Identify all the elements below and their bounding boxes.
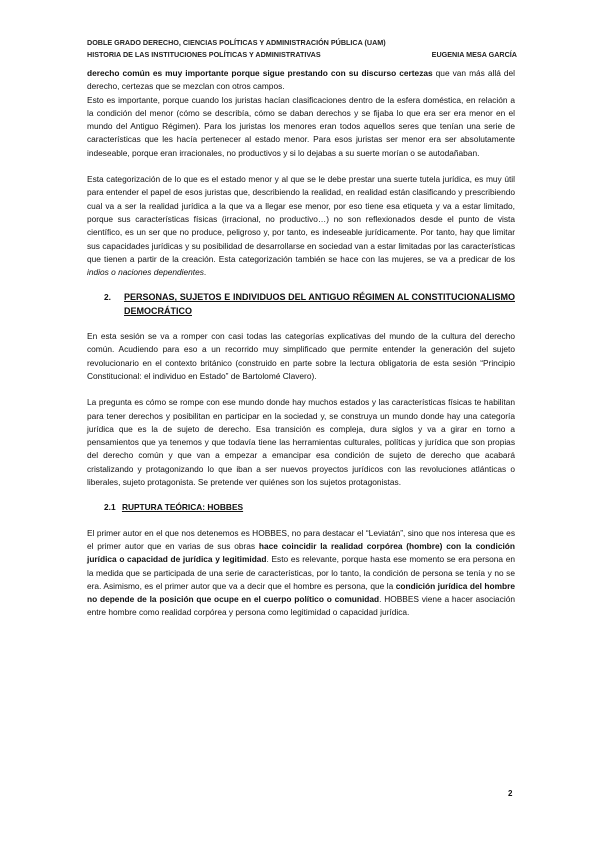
paragraph-3-end: .	[203, 267, 207, 278]
paragraph-6-part-c: . Esto es relevante, porque hasta ese momento se era persona en la medida que se participada de una serie de características, por lo tanto, la condición de persona se tenía y no se era. Asimismo, es el primer autor que va a decir que el hombre es persona, que la	[87, 554, 515, 591]
paragraph-6-part-a: El primer autor en el que nos detenemos es HOBBES, no para destacar el “Leviatán”, sino que nos interesa que es el primer autor que en varias de sus obras	[87, 527, 515, 551]
paragraph-6-bold-1: hace coincidir la realidad corpórea (hombre) con la condición jurídica o capacidad de jurídica y legitimidad	[87, 540, 515, 565]
header-line-1	[87, 37, 517, 49]
running-header	[87, 37, 517, 61]
paragraph-1-rest: que van más allá del derecho, certezas que se mezclan con otros campos.	[87, 68, 515, 92]
section-2-heading	[87, 291, 515, 318]
paragraph-3-italic: indios o naciones dependientes	[87, 267, 204, 278]
section-2-title: PERSONAS, SUJETOS E INDIVIDUOS DEL ANTIGUO RÉGIMEN AL CONSTITUCIONALISMO DEMOCRÁTICO	[124, 292, 515, 316]
paragraph-3-text: Esta categorización de lo que es el estado menor y al que se le debe prestar una suerte tutela jurídica, es muy útil para entender el papel de esos juristas que, describiendo la realidad, en realidad están clasificando y prescribiendo cual va a ser la realidad jurídica a la que va a llegar ese menor, por eso tiene esa etiqueta y va a estar limitado, porque sus características físicas (irracional, no productivo…) no son reflexionados desde el punto de vista científico, es un ser que no produce, peligroso y, por tanto, es indeseable jurídicamente. Por tanto, hay que limitar sus capacidades jurídicas y su posibilidad de desarrollarse en sociedad van a estar limitadas por las características que tienen a partir de la creación. Esta categorización también se hace con las mujeres, se va a predicar de los	[87, 174, 515, 264]
subsection-2-1-title: RUPTURA TEÓRICA: HOBBES	[121, 502, 244, 513]
paragraph-6	[87, 527, 515, 620]
paragraph-2: Esto es importante, porque cuando los juristas hacían clasificaciones dentro de la esfera doméstica, en relación a la condición del menor (cómo se describía, cómo se daban derechos y se fijaba lo que era ser era menor en el mundo del Antiguo Régimen). Para los juristas los menores eran todos aquellos seres que tenían una serie de características que les hacía pertenecer al estado menor. Para esos juristas ser menor era ser absolutamente indeseable, porque eran irracionales, no productivos y si lo dejabas a su suerte morían o se autodañaban.	[87, 94, 515, 158]
paragraph-1-bold: derecho común es muy importante porque sigue prestando con su discurso certezas	[87, 68, 433, 78]
paragraph-5: La pregunta es cómo se rompe con ese mundo donde hay muchos estados y las características físicas te habilitan para tener derechos y posibilitan en participar en la sociedad y, se construya un mundo donde hay una categoría jurídica que es la de sujeto de derecho. Esa transición es compleja, dura siglos y va a girar en torno a pensamientos que ya tenemos y que todavía tiene las herramientas culturales, políticas y jurídica que son propias del derecho común y que van a empezar a emancipar esa condición de sujeto de derecho que acabará cristalizando y protagonizando lo que iban a ser nuevos proyectos jurídicos con las revoluciones atlánticas o liberales, sujeto protagonista. Se pretende ver quiénes son los sujetos protagonistas.	[87, 397, 515, 488]
header-line-2	[87, 49, 517, 61]
page-number: 2	[508, 789, 513, 798]
degree-title: DOBLE GRADO DERECHO, CIENCIAS POLÍTICAS Y ADMINISTRACIÓN PÚBLICA (UAM)	[87, 38, 386, 47]
paragraph-6-bold-2: condición jurídica del hombre no depende de la posición que ocupe en el cuerpo político o comunidad	[87, 580, 515, 605]
paragraph-3	[87, 173, 515, 279]
subsection-2-1-number: 2.1	[104, 502, 116, 513]
author-name: EUGENIA MESA GARCÍA	[431, 50, 517, 59]
paragraph-4: En esta sesión se va a romper con casi todas las categorías explicativas del mundo de la cultura del derecho común. Acudiendo para eso a un recorrido muy simplificado que permite entender la generación del sujeto revolucionario en el contexto británico (construido en parte sobre la lectura obligatoria de esta sesión “Principio Constitucional: el individuo en Estado” de Bartolomé Clavero).	[87, 331, 515, 381]
course-title: HISTORIA DE LAS INSTITUCIONES POLÍTICAS Y ADMINISTRATIVAS	[87, 50, 321, 59]
section-2-number: 2.	[104, 292, 111, 303]
subsection-2-1-heading	[104, 501, 515, 514]
body-text	[87, 67, 515, 620]
paragraph-6-part-d: . HOBBES viene a hacer asociación entre hombre como realidad corpórea y persona como legitimidad o capacidad jurídica.	[87, 594, 515, 618]
paragraph-1	[87, 67, 515, 94]
